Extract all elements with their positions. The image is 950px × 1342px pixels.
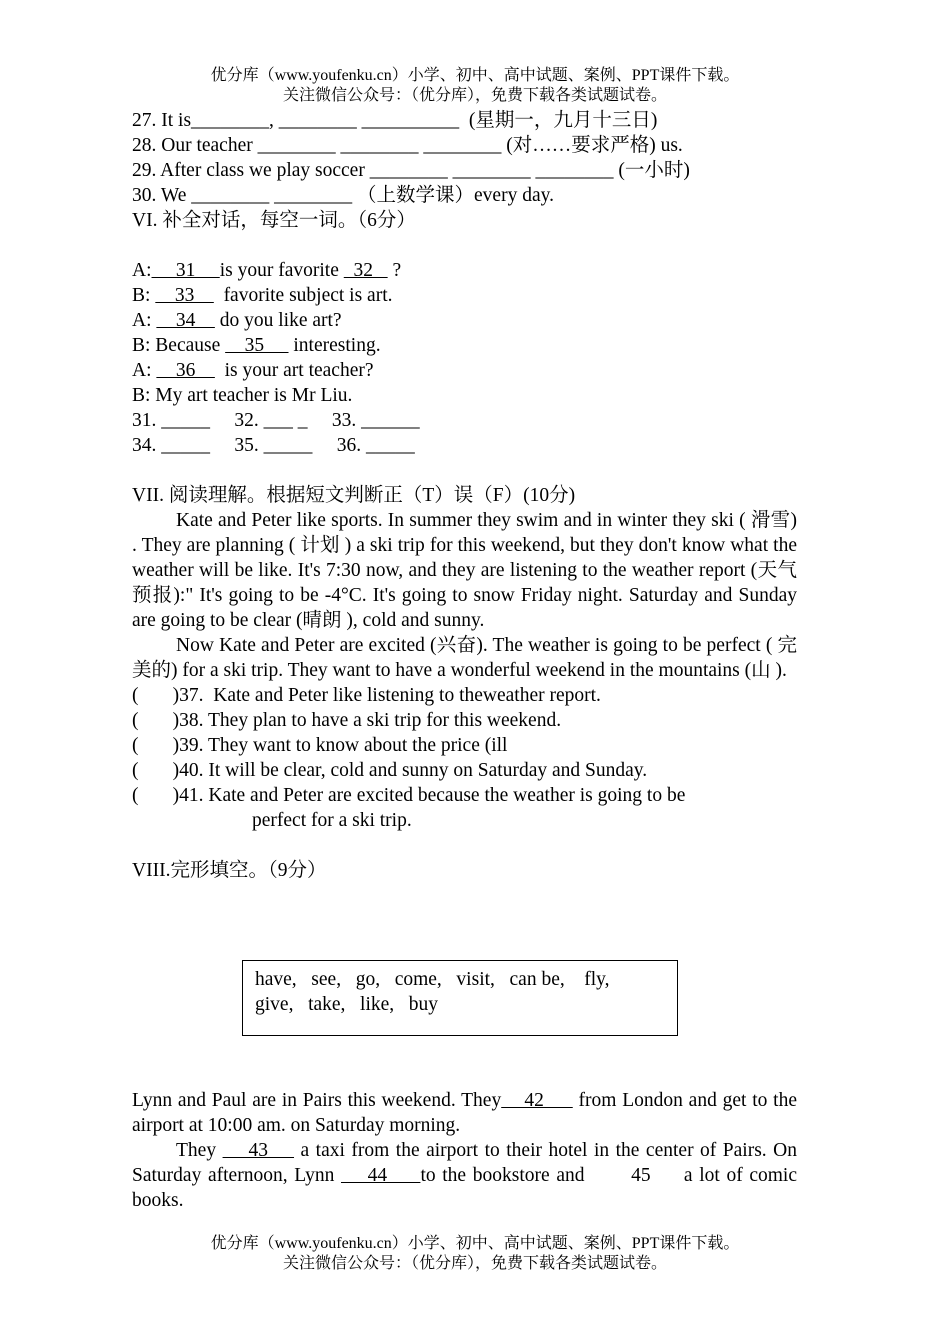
question-29: 29. After class we play soccer ________ ________ ________ (一小时) [132, 160, 690, 181]
footer-line-1: 优分库（www.youfenku.cn）小学、初中、高中试题、案例、PPT课件下载。 [210, 1235, 740, 1252]
dialog-line-5: A: 36 is your art teacher? [132, 360, 374, 381]
answer-row-2: 34. _____ 35. _____ 36. _____ [132, 435, 415, 456]
blank-31: 31 [151, 260, 220, 281]
blank-42: 42 [501, 1090, 573, 1111]
header-line-2: 关注微信公众号：（优分库），免费下载各类试题试卷。 [282, 87, 667, 104]
word-bank-line-1: have, see, go, come, visit, can be, fly, [255, 969, 610, 990]
cloze-paragraph-1: Lynn and Paul are in Pairs this weekend. They 42 from London and get to the airport at 10:00 am. on Saturday morning. [132, 1090, 797, 1136]
dialog-line-6: B: My art teacher is Mr Liu. [132, 385, 353, 406]
footer-line-2: 关注微信公众号：（优分库），免费下载各类试题试卷。 [282, 1255, 667, 1272]
cloze-passage [132, 1088, 802, 1213]
page-footer [0, 1234, 950, 1274]
question-39: ( )39. They want to know about the price (ill [132, 735, 508, 756]
blank-43: 43 [222, 1140, 295, 1161]
dialog-line-4: B: Because 35 interesting. [132, 335, 381, 356]
answer-row-1: 31. _____ 32. ___ _ 33. ______ [132, 410, 420, 431]
question-37: ( )37. Kate and Peter like listening to theweather report. [132, 685, 601, 706]
page-header [0, 66, 950, 106]
dialog-line-2: B: 33 favorite subject is art. [132, 285, 393, 306]
dialog-line-1: A: 31 is your favorite 32 ? [132, 260, 402, 281]
header-line-1: 优分库（www.youfenku.cn）小学、初中、高中试题、案例、PPT课件下载。 [210, 67, 740, 84]
blank-34: 34 [156, 310, 215, 331]
blank-32: 32 [343, 260, 388, 281]
word-bank-box [242, 960, 678, 1036]
reading-paragraph-2: Now Kate and Peter are excited (兴奋). The weather is going to be perfect ( 完美的) for a ski trip. They want to have a wonderful weekend in the mountains (山 ). [132, 635, 797, 681]
question-41: ( )41. Kate and Peter are excited because the weather is going to be [132, 785, 686, 806]
question-28: 28. Our teacher ________ ________ ________ (对……要求严格) us. [132, 135, 683, 156]
question-41-continued: perfect for a ski trip. [252, 810, 412, 831]
question-38: ( )38. They plan to have a ski trip for this weekend. [132, 710, 562, 731]
blank-44: 44 [340, 1165, 421, 1186]
blank-36: 36 [156, 360, 215, 381]
dialog-line-3: A: 34 do you like art? [132, 310, 342, 331]
worksheet-body [132, 108, 797, 883]
blank-33: 33 [155, 285, 214, 306]
section-7-title: VII. 阅读理解。根据短文判断正（T）误（F）(10分) [132, 485, 576, 506]
question-27: 27. It is________, ________ __________ (星期一，九月十三日) [132, 110, 658, 131]
word-bank-line-2: give, take, like, buy [255, 994, 439, 1015]
blank-35: 35 [225, 335, 289, 356]
question-30: 30. We ________ ________ （上数学课）every day. [132, 185, 554, 206]
section-8-title: VIII.完形填空。（9分） [132, 860, 327, 881]
reading-paragraph-1: Kate and Peter like sports. In summer they swim and in winter they ski ( 滑雪) . They are planning ( 计划 ) a ski trip for this weekend, but they don't know what the weather will be like. It's 7:30 now, and they are listening to the weather report (天气预报):" It's going to be -4°C. It's going to snow Friday night. Saturday and Sunday are going to be clear (晴朗 ), cold and sunny. [132, 510, 797, 631]
section-6-title: VI. 补全对话，每空一词。（6分） [132, 210, 416, 231]
question-40: ( )40. It will be clear, cold and sunny on Saturday and Sunday. [132, 760, 648, 781]
cloze-paragraph-2: They 43 a taxi from the airport to their hotel in the center of Pairs. On Saturday afternoon, Lynn 44 to the bookstore and 45 a lot of comic books. [132, 1140, 802, 1211]
